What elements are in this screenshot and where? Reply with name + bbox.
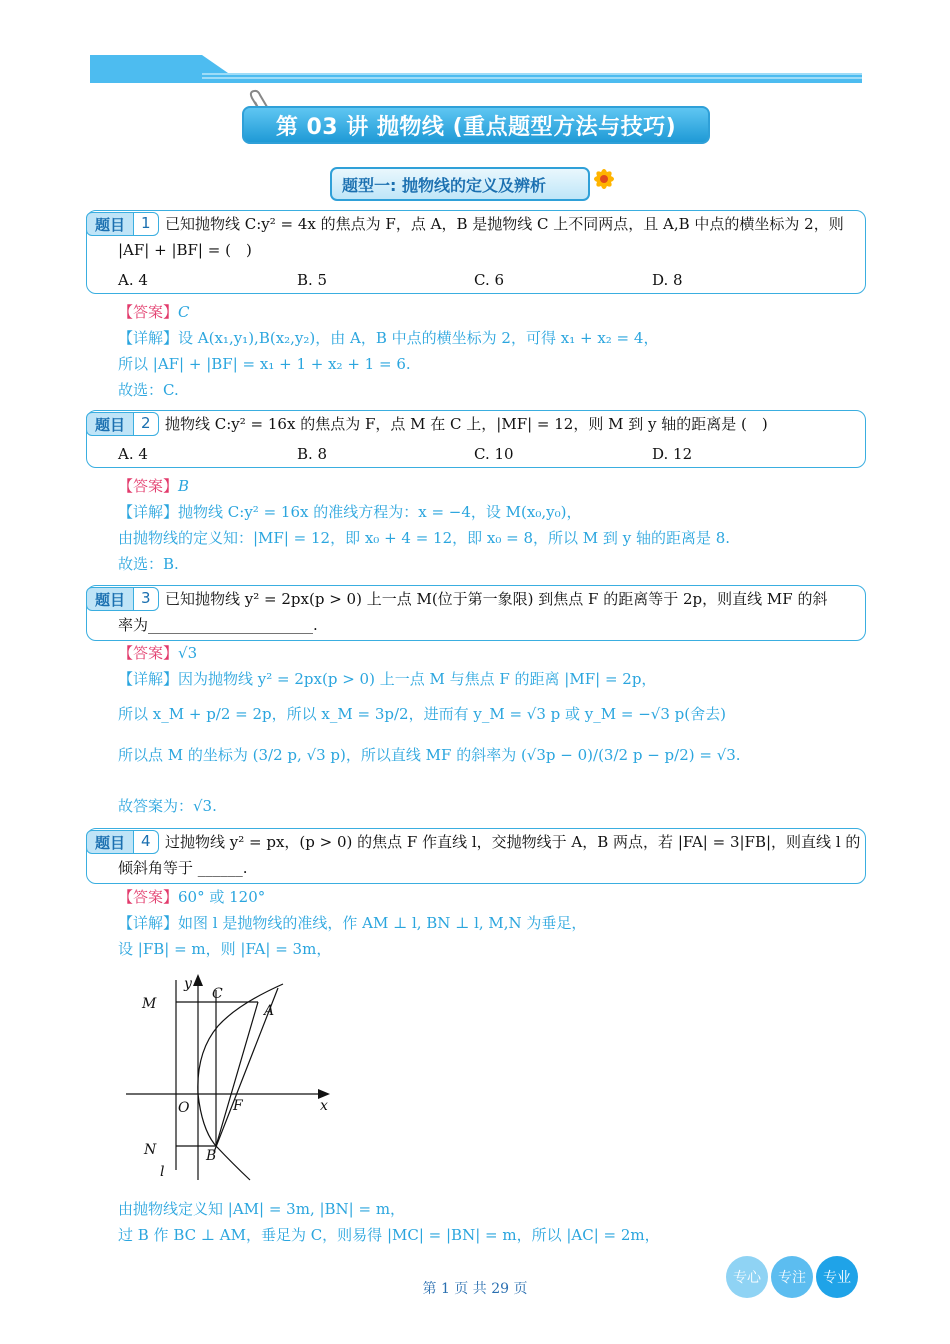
detail-text: 抛物线 C:y² = 16x 的准线方程为：x = −4，设 M(x₀,y₀)， bbox=[178, 503, 582, 521]
answer-tag: 【答案】 bbox=[118, 477, 179, 495]
question-text-line1: 已知抛物线 C:y² = 4x 的焦点为 F，点 A，B 是抛物线 C 上不同两点，且 A,B 中点的横坐标为 2，则 bbox=[165, 215, 844, 233]
answer-tag: 【答案】 bbox=[118, 644, 179, 662]
graph-label-m: M bbox=[142, 996, 157, 1012]
question-label-2 bbox=[86, 412, 159, 436]
graph-label-x: x bbox=[320, 1098, 328, 1114]
badge-professional: 专业 bbox=[816, 1256, 858, 1298]
detail-line bbox=[118, 668, 656, 689]
answer-line bbox=[118, 475, 189, 496]
badge-attention: 专注 bbox=[771, 1256, 813, 1298]
question-text-line1: 抛物线 C:y² = 16x 的焦点为 F，点 M 在 C 上，|MF| = 12，则 M 到 y 轴的距离是 ( ) bbox=[165, 415, 768, 433]
question-label-4 bbox=[86, 830, 159, 854]
graph-label-f: F bbox=[233, 1098, 243, 1114]
option-d: D. 12 bbox=[652, 445, 693, 463]
detail-text: 故答案为：√3. bbox=[118, 797, 217, 815]
detail-line bbox=[118, 912, 586, 933]
option-c: C. 6 bbox=[474, 271, 505, 289]
parabola-figure bbox=[118, 970, 343, 1185]
detail-tag: 【详解】 bbox=[118, 914, 179, 932]
graph-label-c: C bbox=[212, 986, 223, 1002]
answer-value: C bbox=[178, 303, 190, 321]
question-label-text: 题目 bbox=[86, 412, 134, 436]
question-text-line2: 率为______________________. bbox=[118, 616, 318, 634]
detail-text: 设 |FB| = m，则 |FA| = 3m， bbox=[118, 940, 332, 958]
option-d: D. 8 bbox=[652, 271, 683, 289]
answer-tag: 【答案】 bbox=[118, 303, 179, 321]
option-b: B. 5 bbox=[297, 271, 328, 289]
question-number: 3 bbox=[134, 587, 159, 611]
question-label-text: 题目 bbox=[86, 587, 134, 611]
question-label-text: 题目 bbox=[86, 212, 134, 236]
graph-label-o: O bbox=[178, 1100, 190, 1116]
graph-label-y: y bbox=[184, 976, 192, 992]
section-title: 题型一: 抛物线的定义及辨析 bbox=[330, 167, 590, 201]
answer-value: √3 bbox=[178, 644, 198, 662]
page-number: 第 1 页 共 29 页 bbox=[422, 1281, 528, 1297]
graph-label-l: l bbox=[160, 1164, 165, 1180]
option-a: A. 4 bbox=[118, 271, 148, 289]
option-a: A. 4 bbox=[118, 445, 148, 463]
detail-text: 所以 x_M + p/2 = 2p，所以 x_M = 3p/2，进而有 y_M = √3 p 或 y_M = −√3 p(舍去) bbox=[118, 705, 726, 723]
detail-text: 设 A(x₁,y₁),B(x₂,y₂)，由 A，B 中点的横坐标为 2，可得 x₁ + x₂ = 4， bbox=[178, 329, 659, 347]
answer-value: 60° 或 120° bbox=[178, 888, 266, 906]
detail-text: 如图 l 是抛物线的准线，作 AM ⊥ l, BN ⊥ l, M,N 为垂足， bbox=[178, 914, 587, 932]
detail-text: 所以点 M 的坐标为 (3/2 p, √3 p)，所以直线 MF 的斜率为 (√3p − 0)/(3/2 p − p/2) = √3. bbox=[118, 746, 741, 764]
detail-tag: 【详解】 bbox=[118, 503, 179, 521]
detail-line bbox=[118, 501, 581, 522]
page-title: 第 03 讲 抛物线 (重点题型方法与技巧) bbox=[242, 106, 710, 144]
question-label-3 bbox=[86, 587, 159, 611]
detail-text: 由抛物线定义知 |AM| = 3m, |BN| = m， bbox=[118, 1200, 406, 1218]
graph-label-n: N bbox=[144, 1142, 157, 1158]
detail-text: 因为抛物线 y² = 2px(p > 0) 上一点 M 与焦点 F 的距离 |MF| = 2p， bbox=[178, 670, 657, 688]
question-text-line2: 倾斜角等于 ______. bbox=[118, 859, 248, 877]
question-number: 1 bbox=[134, 212, 159, 236]
answer-line bbox=[118, 886, 265, 907]
question-number: 4 bbox=[134, 830, 159, 854]
flower-icon bbox=[586, 161, 622, 197]
option-b: B. 8 bbox=[297, 445, 328, 463]
answer-line bbox=[118, 642, 197, 663]
graph-label-a: A bbox=[264, 1003, 275, 1019]
detail-text: 过 B 作 BC ⊥ AM，垂足为 C，则易得 |MC| = |BN| = m，所以 |AC| = 2m， bbox=[118, 1226, 660, 1244]
question-label-1 bbox=[86, 212, 159, 236]
detail-text: 故选：B. bbox=[118, 555, 179, 573]
question-number: 2 bbox=[134, 412, 159, 436]
answer-tag: 【答案】 bbox=[118, 888, 179, 906]
graph-label-b: B bbox=[206, 1148, 217, 1164]
answer-value: B bbox=[178, 477, 190, 495]
question-text-line1: 已知抛物线 y² = 2px(p > 0) 上一点 M(位于第一象限) 到焦点 F 的距离等于 2p，则直线 MF 的斜 bbox=[165, 590, 828, 608]
detail-text: 由抛物线的定义知：|MF| = 12，即 x₀ + 4 = 12，即 x₀ = 8，所以 M 到 y 轴的距离是 8. bbox=[118, 529, 731, 547]
header-decor-bar bbox=[90, 55, 862, 83]
answer-line bbox=[118, 301, 190, 322]
detail-line bbox=[118, 327, 658, 348]
question-label-text: 题目 bbox=[86, 830, 134, 854]
detail-tag: 【详解】 bbox=[118, 670, 179, 688]
detail-tag: 【详解】 bbox=[118, 329, 179, 347]
detail-text: 故选：C. bbox=[118, 381, 179, 399]
detail-text: 所以 |AF| + |BF| = x₁ + 1 + x₂ + 1 = 6. bbox=[118, 355, 411, 373]
question-text-line2: |AF| + |BF| = ( ) bbox=[118, 241, 252, 259]
badge-focus: 专心 bbox=[726, 1256, 768, 1298]
option-c: C. 10 bbox=[474, 445, 514, 463]
question-text-line1: 过抛物线 y² = px，(p > 0) 的焦点 F 作直线 l，交抛物线于 A，B 两点，若 |FA| = 3|FB|，则直线 l 的 bbox=[165, 833, 861, 851]
